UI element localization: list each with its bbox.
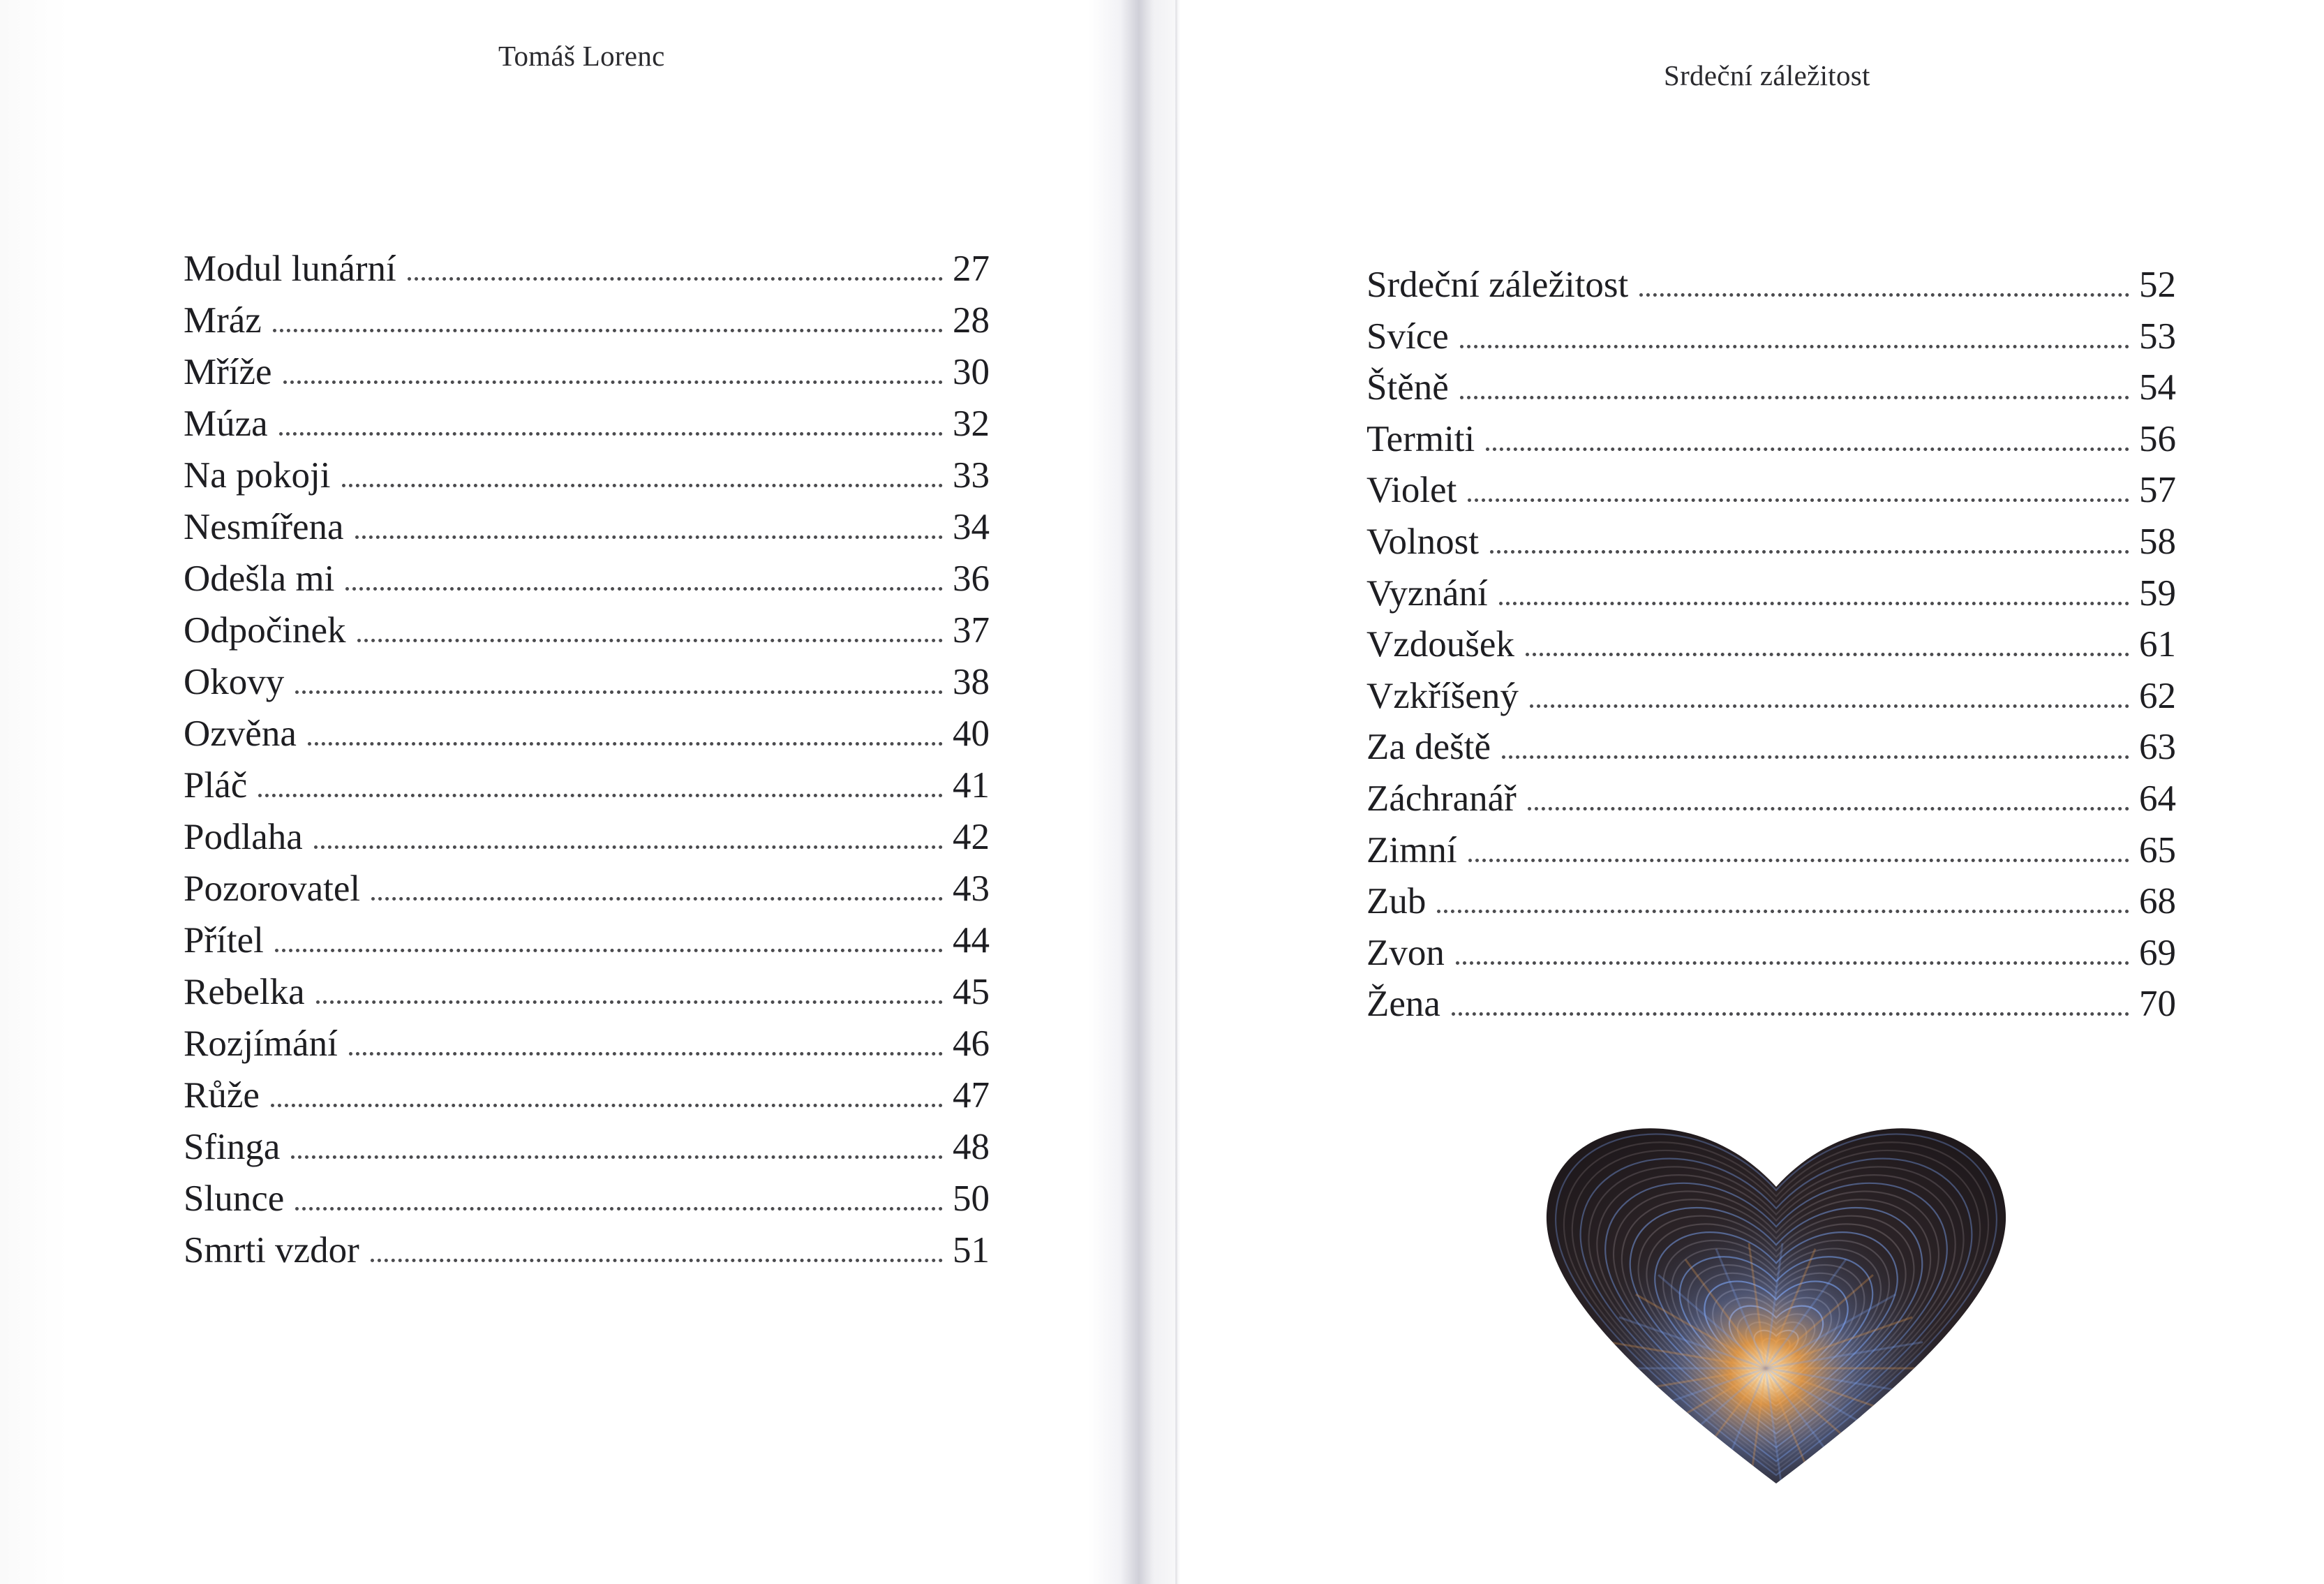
toc-entry-srdecni-zalezitost [1366,260,2176,311]
toc-entry-page-number: 33 [953,455,990,496]
toc-entry-zimni [1366,825,2176,877]
toc-entry-page-number: 65 [2139,829,2176,871]
dot-leader [291,1155,943,1159]
dot-leader [371,897,943,901]
toc-entry-title: Vyznání [1366,572,1488,614]
toc-entry-page-number: 68 [2139,881,2176,922]
toc-entry-zachranar [1366,774,2176,825]
dot-leader [371,1259,943,1262]
toc-entry-page-number: 37 [953,610,990,651]
toc-entry-title: Nesmířena [184,507,344,547]
dot-leader [1502,755,2129,759]
dot-leader [349,1052,943,1056]
dot-leader [342,484,944,487]
toc-entry-title: Rebelka [184,972,305,1012]
toc-entry-page-number: 44 [953,920,990,961]
toc-entry-za-deste [1366,722,2176,774]
toc-entry-odesla-mi [184,553,990,605]
toc-entry-violet [1366,465,2176,517]
toc-entry-page-number: 70 [2139,984,2176,1025]
dot-leader [295,690,943,694]
dot-leader [1528,807,2129,810]
toc-entry-title: Odpočinek [184,610,346,651]
toc-entry-page-number: 56 [2139,418,2176,459]
toc-entry-page-number: 46 [953,1023,990,1064]
toc-entry-vzdousek [1366,619,2176,671]
dot-leader [355,535,943,539]
toc-entry-title: Štěně [1366,367,1449,408]
toc-entry-sfinga [184,1121,990,1173]
toc-entry-pozorovatel [184,863,990,915]
toc-entry-page-number: 61 [2139,624,2176,665]
toc-entry-title: Za deště [1366,727,1491,768]
toc-entry-volnost [1366,517,2176,568]
toc-entry-title: Mříže [184,352,272,392]
running-head-author: Tomáš Lorenc [498,40,665,72]
dot-leader [357,639,943,642]
table-of-contents-right [1366,260,2176,1030]
toc-entry-title: Volnost [1366,521,1480,562]
toc-entry-title: Mráz [184,300,262,341]
toc-entry-ruze [184,1069,990,1121]
dot-leader [408,277,943,281]
toc-entry-okovy [184,656,990,708]
dot-leader [1639,293,2129,297]
toc-entry-title: Pozorovatel [184,868,361,909]
dot-leader [1456,961,2129,965]
toc-entry-title: Pláč [184,765,248,806]
heart-glow [1535,1065,2017,1497]
toc-entry-title: Violet [1366,470,1457,511]
toc-entry-title: Sfinga [184,1127,281,1167]
toc-entry-title: Vzdoušek [1366,624,1514,665]
toc-entry-page-number: 43 [953,868,990,909]
toc-entry-page-number: 47 [953,1075,990,1116]
toc-entry-title: Na pokoji [184,455,331,496]
gutter-fold [1175,0,1177,1584]
table-of-contents-left [184,243,990,1276]
toc-entry-plac [184,760,990,811]
heart-illustration-icon [1535,1065,2017,1497]
toc-entry-na-pokoji [184,450,990,501]
toc-entry-title: Termiti [1366,418,1475,459]
dot-leader [1486,447,2129,451]
toc-entry-rebelka [184,966,990,1018]
toc-entry-zvon [1366,928,2176,979]
toc-entry-odpocinek [184,605,990,656]
left-page [0,0,1131,1584]
toc-entry-page-number: 69 [2139,932,2176,973]
toc-entry-page-number: 59 [2139,572,2176,614]
toc-entry-title: Záchranář [1366,778,1517,819]
dot-leader [279,432,943,436]
dot-leader [258,794,943,797]
toc-entry-title: Zub [1366,881,1427,922]
toc-entry-page-number: 51 [953,1230,990,1271]
dot-leader [1460,345,2129,348]
toc-entry-title: Vzkříšený [1366,675,1519,716]
toc-entry-title: Podlaha [184,817,303,857]
toc-entry-pritel [184,915,990,966]
toc-entry-title: Smrti vzdor [184,1230,359,1271]
toc-entry-ozvena [184,708,990,760]
toc-entry-page-number: 53 [2139,316,2176,357]
dot-leader [275,949,943,952]
dot-leader [1530,704,2129,708]
dot-leader [1452,1012,2129,1016]
dot-leader [1490,550,2129,554]
dot-leader [314,845,943,849]
dot-leader [295,1207,943,1211]
toc-entry-page-number: 36 [953,558,990,599]
toc-entry-title: Ozvěna [184,713,297,754]
toc-entry-title: Múza [184,404,268,444]
toc-entry-page-number: 52 [2139,265,2176,305]
toc-entry-nesmirena [184,501,990,553]
dot-leader [1460,396,2129,399]
toc-entry-title: Modul lunární [184,249,396,289]
dot-leader [345,587,943,591]
toc-entry-title: Růže [184,1075,260,1116]
toc-entry-title: Svíce [1366,316,1449,357]
toc-entry-page-number: 40 [953,713,990,754]
dot-leader [283,380,943,384]
toc-entry-slunce [184,1173,990,1224]
toc-entry-page-number: 28 [953,300,990,341]
toc-entry-page-number: 54 [2139,367,2176,408]
toc-entry-page-number: 32 [953,404,990,444]
toc-entry-mrize [184,346,990,398]
running-head-title: Srdeční záležitost [1664,59,1870,91]
toc-entry-zub [1366,876,2176,928]
toc-entry-page-number: 42 [953,817,990,857]
toc-entry-podlaha [184,811,990,863]
toc-entry-muza [184,398,990,450]
toc-entry-smrti-vzdor [184,1224,990,1276]
toc-entry-title: Slunce [184,1178,285,1219]
toc-entry-title: Srdeční záležitost [1366,265,1629,305]
toc-entry-title: Rozjímání [184,1023,338,1064]
toc-entry-page-number: 58 [2139,521,2176,562]
dot-leader [1437,910,2129,913]
toc-entry-page-number: 30 [953,352,990,392]
toc-entry-page-number: 34 [953,507,990,547]
dot-leader [316,1000,943,1004]
toc-entry-page-number: 48 [953,1127,990,1167]
toc-entry-page-number: 62 [2139,675,2176,716]
toc-entry-page-number: 50 [953,1178,990,1219]
toc-entry-title: Přítel [184,920,264,961]
toc-entry-vzkriseny [1366,671,2176,723]
dot-leader [1526,653,2129,656]
dot-leader [1499,602,2129,605]
heart-svg [1535,1065,2017,1497]
toc-entry-zena [1366,979,2176,1030]
toc-entry-stene [1366,362,2176,414]
book-gutter [1089,0,1193,1584]
toc-entry-rozjimani [184,1018,990,1069]
toc-entry-mraz [184,295,990,346]
toc-entry-page-number: 38 [953,662,990,702]
toc-entry-title: Zvon [1366,932,1445,973]
toc-entry-svice [1366,311,2176,363]
dot-leader [271,1104,943,1107]
toc-entry-page-number: 27 [953,249,990,289]
toc-entry-title: Okovy [184,662,285,702]
dot-leader [273,329,943,332]
toc-entry-page-number: 63 [2139,727,2176,768]
dot-leader [1468,859,2129,862]
toc-entry-page-number: 41 [953,765,990,806]
toc-entry-termiti [1366,414,2176,466]
toc-entry-page-number: 45 [953,972,990,1012]
toc-entry-page-number: 57 [2139,470,2176,511]
toc-entry-title: Odešla mi [184,558,335,599]
toc-entry-page-number: 64 [2139,778,2176,819]
toc-entry-title: Žena [1366,984,1440,1025]
toc-entry-title: Zimní [1366,829,1457,871]
dot-leader [308,742,943,746]
toc-entry-vyznani [1366,568,2176,620]
toc-entry-modul-lunarni [184,243,990,295]
dot-leader [1468,498,2129,502]
